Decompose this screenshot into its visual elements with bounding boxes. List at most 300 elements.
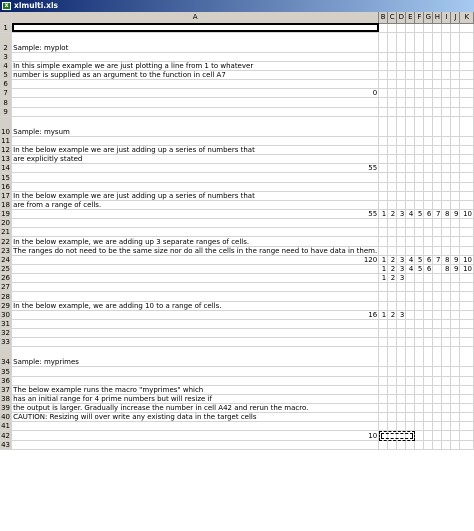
column-header-c[interactable]: C: [388, 12, 397, 23]
cell[interactable]: [451, 61, 460, 70]
cell-f14[interactable]: [415, 164, 424, 173]
cell-c11[interactable]: [388, 136, 397, 145]
cell[interactable]: [442, 191, 451, 200]
cell-c14[interactable]: [388, 164, 397, 173]
column-header-k[interactable]: K: [460, 12, 474, 23]
cell[interactable]: [379, 200, 388, 209]
cell[interactable]: [397, 200, 406, 209]
cell-b30[interactable]: 1: [379, 310, 388, 319]
cell[interactable]: [415, 145, 424, 154]
cell[interactable]: [433, 237, 442, 246]
cell[interactable]: [388, 191, 397, 200]
cell[interactable]: [397, 70, 406, 79]
cell-c9[interactable]: [388, 107, 397, 116]
cell-h14[interactable]: [433, 164, 442, 173]
cell-i9[interactable]: [442, 107, 451, 116]
cell-b35[interactable]: [379, 367, 388, 376]
cell[interactable]: [415, 413, 424, 422]
cell-k27[interactable]: [460, 283, 474, 292]
column-header-g[interactable]: G: [425, 13, 432, 22]
cell[interactable]: [406, 70, 415, 79]
note-text[interactable]: are from a range of cells.: [12, 200, 379, 209]
cell[interactable]: [460, 145, 474, 154]
row-header[interactable]: 42: [1, 431, 11, 440]
cell-h33[interactable]: [433, 338, 442, 347]
cell[interactable]: [379, 32, 388, 52]
row-header[interactable]: 13: [1, 155, 11, 164]
cell[interactable]: [397, 347, 406, 367]
cell[interactable]: [433, 246, 442, 255]
row-header[interactable]: 32: [1, 329, 11, 338]
cell-b3[interactable]: [379, 52, 388, 61]
cell-e11[interactable]: [406, 136, 415, 145]
cell-d15[interactable]: [397, 173, 406, 182]
cell-b36[interactable]: [379, 376, 388, 385]
cell[interactable]: [388, 394, 397, 403]
note-text[interactable]: In this simple example we are just plotting a line from 1 to whatever: [12, 61, 379, 70]
cell-i8[interactable]: [442, 98, 451, 107]
cell-i6[interactable]: [442, 80, 451, 89]
cell-e32[interactable]: [406, 329, 415, 338]
row-header[interactable]: 17: [1, 191, 11, 200]
note-text[interactable]: are explicitly stated: [12, 155, 379, 164]
cell-h30[interactable]: [433, 310, 442, 319]
row-header[interactable]: 9: [0, 107, 12, 116]
cell-g16[interactable]: [424, 182, 433, 191]
cell-e19[interactable]: 4: [406, 210, 415, 219]
cell-f42[interactable]: [415, 431, 424, 440]
cell-c25[interactable]: 2: [388, 264, 397, 273]
cell-a19[interactable]: 55: [12, 210, 379, 219]
cell-h9[interactable]: [433, 107, 442, 116]
cell-b28[interactable]: [379, 292, 388, 301]
row-header[interactable]: 12: [1, 146, 11, 155]
cell-c27[interactable]: [388, 283, 397, 292]
cell-j35[interactable]: [451, 367, 460, 376]
cell[interactable]: [433, 145, 442, 154]
cell-j3[interactable]: [451, 52, 460, 61]
cell[interactable]: [460, 155, 474, 164]
cell[interactable]: [379, 61, 388, 70]
cell-f15[interactable]: [415, 173, 424, 182]
cell-g33[interactable]: [424, 338, 433, 347]
cell-d21[interactable]: [397, 228, 406, 237]
cell-d7[interactable]: [397, 89, 406, 98]
cell-c26[interactable]: 2: [388, 274, 397, 283]
cell-d3[interactable]: [397, 52, 406, 61]
cell[interactable]: [460, 347, 474, 367]
cell-j11[interactable]: [451, 136, 460, 145]
cell[interactable]: [460, 385, 474, 394]
cell[interactable]: [424, 394, 433, 403]
cell[interactable]: [451, 191, 460, 200]
cell[interactable]: [415, 70, 424, 79]
cell-j8[interactable]: [451, 98, 460, 107]
cell[interactable]: [388, 32, 397, 52]
cell-i28[interactable]: [442, 292, 451, 301]
cell-j9[interactable]: [451, 107, 460, 116]
cell-k9[interactable]: [460, 107, 474, 116]
cell-b43[interactable]: [379, 440, 388, 449]
cell-a8[interactable]: [12, 98, 379, 107]
cell-c15[interactable]: [388, 173, 397, 182]
note-text[interactable]: has an initial range for 4 prime numbers but will resize if: [12, 394, 379, 403]
cell-d31[interactable]: [397, 319, 406, 328]
cell-d43[interactable]: [397, 440, 406, 449]
row-header[interactable]: 41: [1, 422, 11, 431]
cell[interactable]: [460, 61, 474, 70]
cell[interactable]: [442, 394, 451, 403]
note-text[interactable]: number is supplied as an argument to the function in cell A7: [12, 70, 379, 79]
cell-f28[interactable]: [415, 292, 424, 301]
cell-b11[interactable]: [379, 136, 388, 145]
cell[interactable]: [451, 145, 460, 154]
cell-j6[interactable]: [451, 80, 460, 89]
row-header[interactable]: 40: [1, 413, 11, 422]
cell-b32[interactable]: [379, 329, 388, 338]
cell[interactable]: [424, 385, 433, 394]
row-header[interactable]: 22: [1, 237, 11, 246]
cell-h32[interactable]: [433, 329, 442, 338]
cell-j32[interactable]: [451, 329, 460, 338]
cell[interactable]: [388, 301, 397, 310]
cell-i27[interactable]: [442, 283, 451, 292]
cell-g28[interactable]: [424, 292, 433, 301]
cell-h16[interactable]: [433, 182, 442, 191]
cell-j1[interactable]: [451, 23, 460, 32]
cell-d1[interactable]: [397, 23, 406, 32]
cell[interactable]: [379, 301, 388, 310]
cell-e31[interactable]: [406, 319, 415, 328]
cell-e20[interactable]: [406, 219, 415, 228]
cell-g25[interactable]: 6: [424, 264, 433, 273]
cell[interactable]: [379, 155, 388, 164]
cell-i42[interactable]: [442, 431, 451, 440]
cell-e15[interactable]: [406, 173, 415, 182]
cell-k42[interactable]: [460, 431, 474, 440]
cell-c3[interactable]: [388, 52, 397, 61]
cell[interactable]: [388, 403, 397, 412]
cell[interactable]: [451, 116, 460, 136]
cell-a25[interactable]: [12, 264, 379, 273]
cell-d11[interactable]: [397, 136, 406, 145]
cell-b20[interactable]: [379, 219, 388, 228]
row-header[interactable]: 23: [1, 246, 11, 255]
note-text[interactable]: In the below example, we are adding 10 to a range of cells.: [12, 301, 379, 310]
cell[interactable]: [397, 191, 406, 200]
cell-c16[interactable]: [388, 182, 397, 191]
cell[interactable]: [424, 237, 433, 246]
cell[interactable]: [460, 32, 474, 52]
cell[interactable]: [406, 385, 415, 394]
cell[interactable]: [460, 413, 474, 422]
cell-i25[interactable]: 8: [442, 264, 451, 273]
cell-d42[interactable]: [397, 431, 406, 440]
cell[interactable]: [388, 155, 397, 164]
cell[interactable]: [379, 413, 388, 422]
cell-e28[interactable]: [406, 292, 415, 301]
note-text[interactable]: The below example runs the macro "myprimes" which: [12, 385, 379, 394]
cell-f27[interactable]: [415, 283, 424, 292]
cell-a11[interactable]: [12, 136, 379, 145]
cell-a28[interactable]: [12, 292, 379, 301]
cell-g43[interactable]: [424, 440, 433, 449]
column-header-i[interactable]: I: [442, 12, 451, 23]
cell-e1[interactable]: [406, 23, 415, 32]
cell[interactable]: [460, 237, 474, 246]
cell-k30[interactable]: [460, 310, 474, 319]
cell-h11[interactable]: [433, 136, 442, 145]
cell[interactable]: [406, 301, 415, 310]
cell-k11[interactable]: [460, 136, 474, 145]
row-header[interactable]: 10: [0, 116, 12, 136]
cell[interactable]: [388, 70, 397, 79]
cell[interactable]: [406, 246, 415, 255]
cell-g7[interactable]: [424, 89, 433, 98]
cell-b42[interactable]: [379, 431, 388, 440]
cell-c36[interactable]: [388, 376, 397, 385]
row-header[interactable]: 25: [1, 265, 11, 274]
cell-k36[interactable]: [460, 376, 474, 385]
cell-f7[interactable]: [415, 89, 424, 98]
cell-b6[interactable]: [379, 80, 388, 89]
cell-d27[interactable]: [397, 283, 406, 292]
row-header[interactable]: 14: [1, 164, 11, 173]
cell-h1[interactable]: [433, 23, 442, 32]
cell-f32[interactable]: [415, 329, 424, 338]
cell[interactable]: [397, 385, 406, 394]
cell-j26[interactable]: [451, 274, 460, 283]
cell-k28[interactable]: [460, 292, 474, 301]
cell[interactable]: [424, 301, 433, 310]
cell-g21[interactable]: [424, 228, 433, 237]
cell-a33[interactable]: [12, 338, 379, 347]
row-header[interactable]: 33: [1, 338, 11, 347]
cell-c6[interactable]: [388, 80, 397, 89]
cell-f26[interactable]: [415, 274, 424, 283]
cell[interactable]: [406, 237, 415, 246]
cell[interactable]: [397, 237, 406, 246]
cell[interactable]: [406, 116, 415, 136]
cell-h43[interactable]: [433, 440, 442, 449]
cell-c20[interactable]: [388, 219, 397, 228]
cell-c28[interactable]: [388, 292, 397, 301]
cell[interactable]: [451, 413, 460, 422]
row-header[interactable]: 30: [1, 310, 11, 319]
cell[interactable]: [388, 200, 397, 209]
cell-f25[interactable]: 5: [415, 264, 424, 273]
column-header-b[interactable]: B: [379, 12, 388, 23]
cell-i15[interactable]: [442, 173, 451, 182]
cell-b24[interactable]: 1: [379, 255, 388, 264]
cell-k32[interactable]: [460, 329, 474, 338]
cell[interactable]: [442, 145, 451, 154]
cell[interactable]: [451, 70, 460, 79]
cell-f24[interactable]: 5: [415, 255, 424, 264]
section-heading[interactable]: Sample: myprimes: [12, 347, 379, 367]
cell[interactable]: [433, 70, 442, 79]
row-header[interactable]: 28: [1, 292, 11, 301]
cell-k43[interactable]: [460, 440, 474, 449]
cell-i16[interactable]: [442, 182, 451, 191]
cell-g6[interactable]: [424, 80, 433, 89]
cell[interactable]: [415, 347, 424, 367]
cell-k7[interactable]: [460, 89, 474, 98]
cell-f36[interactable]: [415, 376, 424, 385]
cell-k24[interactable]: 10: [460, 255, 474, 264]
cell-k26[interactable]: [460, 274, 474, 283]
cell-a36[interactable]: [12, 376, 379, 385]
cell-d28[interactable]: [397, 292, 406, 301]
cell-j16[interactable]: [451, 182, 460, 191]
cell[interactable]: [424, 145, 433, 154]
cell-i43[interactable]: [442, 440, 451, 449]
cell-c7[interactable]: [388, 89, 397, 98]
cell-g35[interactable]: [424, 367, 433, 376]
cell-c8[interactable]: [388, 98, 397, 107]
cell-k19[interactable]: 10: [460, 210, 474, 219]
cell-j28[interactable]: [451, 292, 460, 301]
cell-d8[interactable]: [397, 98, 406, 107]
cell-b21[interactable]: [379, 228, 388, 237]
cell-g11[interactable]: [424, 136, 433, 145]
cell-h42[interactable]: [433, 431, 442, 440]
row-header[interactable]: 31: [1, 320, 11, 329]
cell[interactable]: [424, 347, 433, 367]
cell[interactable]: [433, 61, 442, 70]
cell[interactable]: [379, 145, 388, 154]
cell[interactable]: [424, 200, 433, 209]
cell-g3[interactable]: [424, 52, 433, 61]
cell-d6[interactable]: [397, 80, 406, 89]
sheet-table[interactable]: [0, 12, 474, 450]
cell-c43[interactable]: [388, 440, 397, 449]
cell[interactable]: [388, 61, 397, 70]
cell-g8[interactable]: [424, 98, 433, 107]
cell[interactable]: [397, 116, 406, 136]
cell-f33[interactable]: [415, 338, 424, 347]
cell[interactable]: [442, 385, 451, 394]
cell-a24[interactable]: 120: [12, 255, 379, 264]
row-header[interactable]: 21: [1, 228, 11, 237]
cell[interactable]: [415, 394, 424, 403]
cell[interactable]: [388, 347, 397, 367]
cell-e30[interactable]: [406, 310, 415, 319]
cell-k6[interactable]: [460, 80, 474, 89]
cell-c33[interactable]: [388, 338, 397, 347]
cell-a14[interactable]: 55: [12, 164, 379, 173]
row-header[interactable]: 35: [1, 367, 11, 376]
cell[interactable]: [460, 301, 474, 310]
cell-j43[interactable]: [451, 440, 460, 449]
cell-k20[interactable]: [460, 219, 474, 228]
row-header[interactable]: 26: [1, 274, 11, 283]
note-text[interactable]: The ranges do not need to be the same size nor do all the cells in the range need to have data in them.: [13, 246, 378, 255]
cell-a7[interactable]: 0: [12, 89, 379, 98]
cell-e3[interactable]: [406, 52, 415, 61]
cell[interactable]: [406, 394, 415, 403]
cell[interactable]: [397, 145, 406, 154]
cell-i31[interactable]: [442, 319, 451, 328]
cell[interactable]: [433, 403, 442, 412]
cell-f21[interactable]: [415, 228, 424, 237]
cell-d26[interactable]: 3: [397, 274, 406, 283]
cell-h26[interactable]: [433, 274, 442, 283]
cell[interactable]: [415, 116, 424, 136]
cell-i32[interactable]: [442, 329, 451, 338]
cell[interactable]: [379, 237, 388, 246]
cell[interactable]: [451, 385, 460, 394]
cell-i11[interactable]: [442, 136, 451, 145]
cell-c32[interactable]: [388, 329, 397, 338]
cell[interactable]: [433, 32, 442, 52]
cell[interactable]: [442, 403, 451, 412]
cell[interactable]: [424, 413, 433, 422]
cell[interactable]: [451, 200, 460, 209]
cell-c42[interactable]: [388, 431, 397, 440]
cell-k21[interactable]: [460, 228, 474, 237]
cell-e24[interactable]: 4: [406, 255, 415, 264]
cell-g32[interactable]: [424, 329, 433, 338]
note-text[interactable]: In the below example we are just adding up a series of numbers that: [12, 145, 379, 154]
cell[interactable]: [433, 347, 442, 367]
cell[interactable]: [460, 191, 474, 200]
cell-f16[interactable]: [415, 182, 424, 191]
cell[interactable]: [415, 61, 424, 70]
cell-e27[interactable]: [406, 283, 415, 292]
cell-a41[interactable]: [12, 422, 379, 431]
note-text[interactable]: the output is larger. Gradually increase the number in cell A42 and rerun the macro.: [12, 403, 379, 412]
section-heading[interactable]: Sample: myplot: [12, 32, 379, 52]
cell-j21[interactable]: [451, 228, 460, 237]
cell[interactable]: [406, 347, 415, 367]
row-header[interactable]: 16: [1, 182, 11, 191]
cell-d25[interactable]: 3: [397, 264, 406, 273]
row-header[interactable]: 1: [0, 23, 12, 32]
cell-a16[interactable]: [12, 182, 379, 191]
cell[interactable]: [379, 347, 388, 367]
cell-i19[interactable]: 8: [442, 210, 451, 219]
cell-f11[interactable]: [415, 136, 424, 145]
cell-i30[interactable]: [442, 310, 451, 319]
cell-j30[interactable]: [451, 310, 460, 319]
cell-h3[interactable]: [433, 52, 442, 61]
cell-a15[interactable]: [12, 173, 379, 182]
cell[interactable]: [406, 32, 415, 52]
row-header[interactable]: 5: [0, 70, 12, 79]
cell-a35[interactable]: [12, 367, 379, 376]
cell-j20[interactable]: [451, 219, 460, 228]
cell[interactable]: [415, 32, 424, 52]
cell-e43[interactable]: [406, 440, 415, 449]
cell-e26[interactable]: [406, 274, 415, 283]
cell-i26[interactable]: [442, 274, 451, 283]
cell[interactable]: [460, 394, 474, 403]
cell-c30[interactable]: 2: [388, 310, 397, 319]
cell-b14[interactable]: [379, 164, 388, 173]
cell[interactable]: [451, 155, 460, 164]
cell-a20[interactable]: [12, 219, 379, 228]
cell-e8[interactable]: [406, 98, 415, 107]
row-header[interactable]: 43: [1, 440, 11, 449]
cell-g9[interactable]: [424, 107, 433, 116]
cell-d35[interactable]: [397, 367, 406, 376]
cell-e41[interactable]: [406, 422, 415, 431]
cell[interactable]: [379, 70, 388, 79]
cell[interactable]: [406, 61, 415, 70]
cell-j25[interactable]: 9: [451, 264, 460, 273]
row-header[interactable]: 36: [1, 376, 11, 385]
